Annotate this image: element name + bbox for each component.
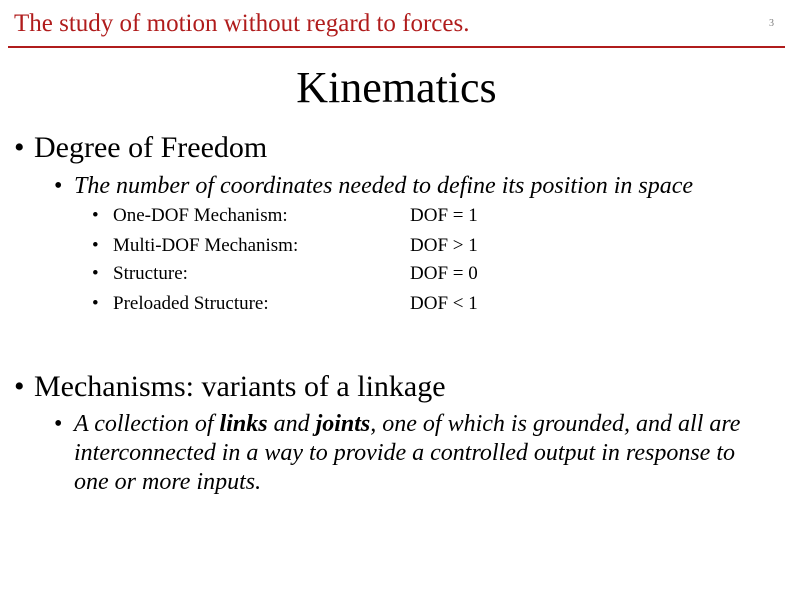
list-item-structure — [92, 263, 478, 285]
bullet-heading: Degree of Freedom — [34, 131, 268, 164]
item-value: DOF < 1 — [410, 293, 478, 314]
header-divider — [8, 46, 785, 48]
bullet-dot: • — [92, 205, 99, 226]
bullet-heading: Mechanisms: variants of a linkage — [34, 370, 446, 403]
desc-part: A collection of — [74, 411, 220, 437]
bullet-dot: • — [54, 411, 63, 437]
subbullet-mechanism-definition — [54, 410, 774, 497]
subbullet-text: The number of coordinates needed to define its position in space — [74, 173, 694, 199]
item-label: Multi-DOF Mechanism: — [113, 235, 299, 256]
slide-number: 3 — [769, 18, 774, 29]
desc-bold-joints: joints — [315, 411, 371, 437]
subbullet-dof-definition — [54, 172, 693, 201]
bullet-dot: • — [14, 370, 25, 403]
bullet-dot: • — [92, 235, 99, 256]
subbullet-text — [74, 410, 774, 497]
bullet-dot: • — [14, 131, 25, 164]
header-title: The study of motion without regard to forces. — [14, 10, 470, 37]
desc-part: and — [267, 411, 316, 437]
desc-part: , one of which is grounded, and all are interconnected in a way to provide a controlled output in response to one or more inputs. — [74, 411, 741, 495]
item-label: One-DOF Mechanism: — [113, 205, 288, 226]
list-item-preloaded-structure — [92, 293, 478, 315]
desc-bold-links: links — [219, 411, 268, 437]
bullet-dot: • — [92, 263, 99, 284]
item-label: Structure: — [113, 263, 188, 284]
item-label: Preloaded Structure: — [113, 293, 269, 314]
bullet-degree-of-freedom — [14, 131, 267, 165]
list-item-multi-dof — [92, 235, 478, 257]
bullet-dot: • — [54, 173, 63, 199]
item-value: DOF = 0 — [410, 263, 478, 284]
item-value: DOF = 1 — [410, 205, 478, 226]
list-item-one-dof — [92, 205, 478, 227]
bullet-mechanisms — [14, 370, 446, 404]
slide-title: Kinematics — [296, 63, 497, 112]
bullet-dot: • — [92, 293, 99, 314]
item-value: DOF > 1 — [410, 235, 478, 256]
